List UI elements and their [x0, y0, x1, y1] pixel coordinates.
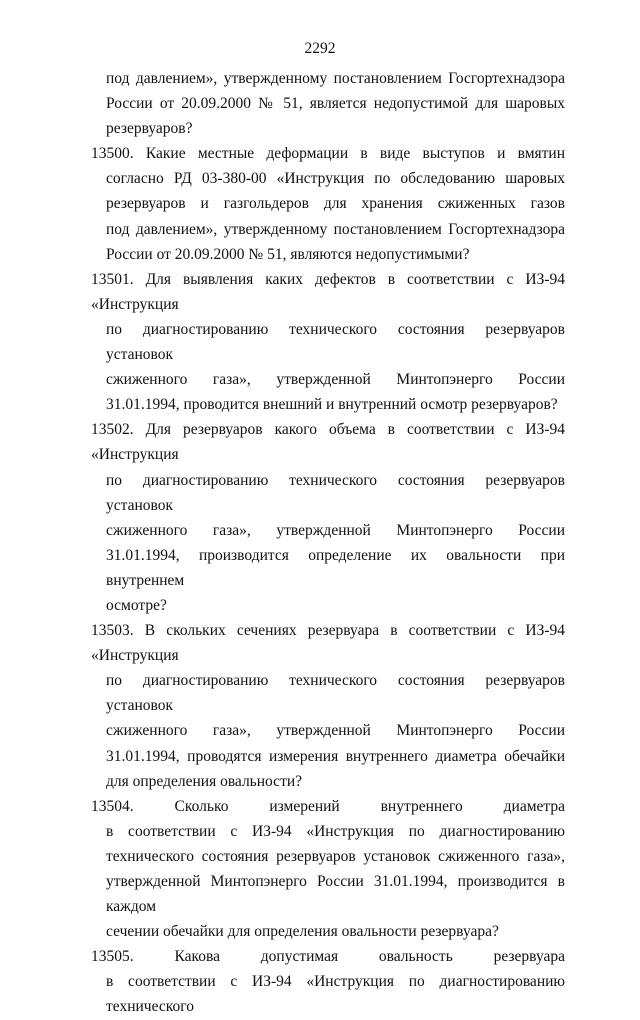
question-first-line [91, 944, 565, 969]
question-number: 13505. [91, 948, 134, 966]
text-line: России от 20.09.2000 № 51, являются недопустимыми? [106, 245, 470, 263]
text-line: 31.01.1994, проводятся измерения внутреннего диаметра обечайки [106, 747, 565, 765]
question-13505 [91, 944, 565, 1019]
intro-paragraph [91, 66, 565, 141]
text-line: осмотре? [106, 596, 167, 614]
text-line: в соответствии с ИЗ-94 «Инструкция по диагностированию [106, 822, 565, 840]
question-13502 [91, 417, 565, 618]
text-line: Какова допустимая овальность резервуара [174, 948, 565, 966]
text-line: Для резервуаров какого объема в соответствии с ИЗ-94 «Инструкция [91, 421, 566, 464]
text-line: России от 20.09.2000 № 51, является недопустимой для шаровых [106, 95, 565, 113]
text-line: под давлением», утвержденному постановлением Госгортехнадзора [106, 70, 565, 87]
text-line: по диагностированию технического состояния резервуаров установок [106, 672, 565, 715]
question-first-line [91, 618, 565, 668]
question-13503 [91, 618, 565, 794]
text-line: утвержденной Минтопэнерго России 31.01.1994, производится в каждом [106, 873, 565, 916]
text-line: Для выявления каких дефектов в соответствии с ИЗ-94 «Инструкция [91, 270, 565, 313]
text-line: резервуаров и газгольдеров для хранения сжиженных газов [106, 195, 565, 213]
text-line: технического состояния резервуаров установок сжиженного газа», [106, 847, 565, 865]
question-number: 13504. [91, 797, 134, 815]
text-line: Какие местные деформации в виде выступов и вмятин [145, 145, 565, 163]
question-first-line [91, 267, 565, 317]
text-line: 31.01.1994, производится определение их овальности при внутреннем [106, 546, 565, 589]
text-line: под давлением», утвержденному постановлением Госгортехнадзора [106, 220, 565, 238]
text-line: согласно РД 03-380-00 «Инструкция по обследованию шаровых [106, 170, 565, 188]
page-number: 2292 [304, 40, 336, 57]
text-line: в соответствии с ИЗ-94 «Инструкция по диагностированию технического [106, 973, 565, 1016]
text-line: по диагностированию технического состояния резервуаров установок [106, 471, 565, 514]
text-line: В скольких сечениях резервуара в соответствии с ИЗ-94 «Инструкция [91, 622, 565, 665]
question-first-line [91, 794, 565, 819]
question-number: 13502. [91, 421, 134, 439]
document-body [91, 66, 565, 1020]
text-line: 31.01.1994, проводится внешний и внутренний осмотр резервуаров? [106, 396, 558, 414]
text-line: сжиженного газа», утвержденной Минтопэнерго России [106, 521, 565, 539]
question-first-line [91, 417, 565, 467]
text-line: сечении обечайки для определения овальности резервуара? [106, 923, 499, 941]
text-line: сжиженного газа», утвержденной Минтопэнерго России [106, 722, 565, 740]
text-line: резервуаров? [106, 120, 193, 138]
text-line: по диагностированию технического состояния резервуаров установок [106, 320, 565, 364]
text-line: сжиженного газа», утвержденной Минтопэнерго России [106, 371, 565, 389]
question-number: 13503. [91, 622, 134, 640]
text-line: для определения овальности? [106, 772, 303, 790]
question-number: 13500. [91, 145, 134, 163]
question-13501 [91, 267, 565, 418]
question-number: 13501. [91, 270, 134, 288]
question-13504 [91, 794, 565, 945]
question-first-line [91, 141, 565, 166]
question-13500 [91, 141, 565, 266]
text-line: Сколько измерений внутреннего диаметра [174, 797, 565, 815]
